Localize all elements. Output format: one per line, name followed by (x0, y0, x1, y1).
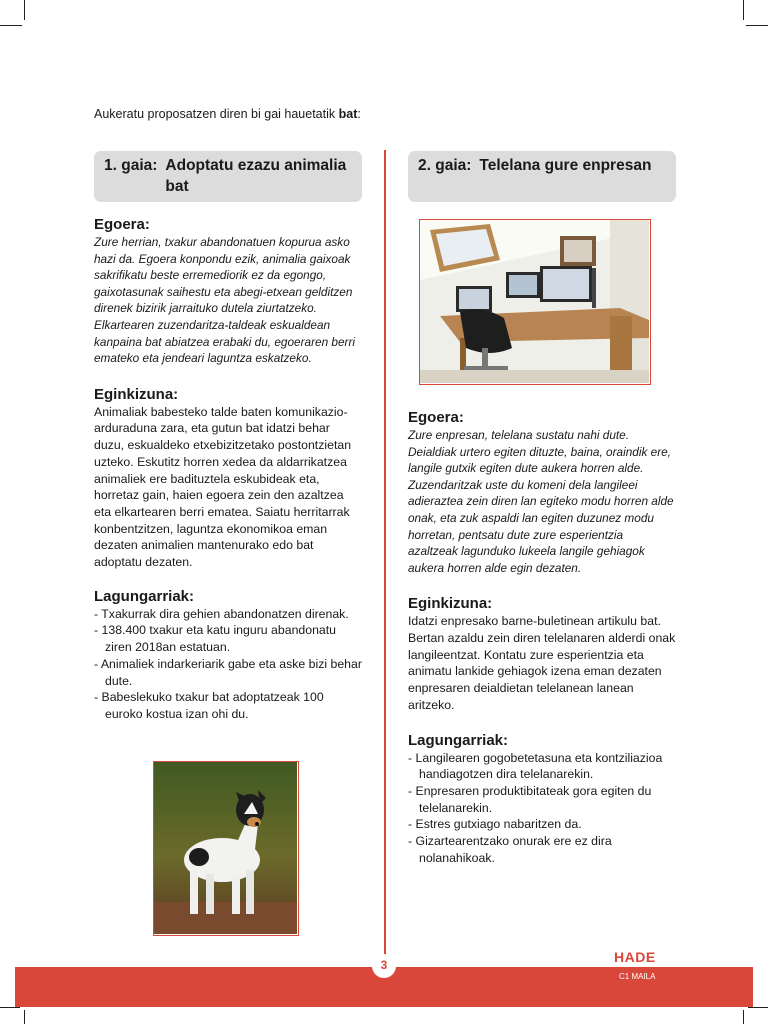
topic-2-column (408, 151, 676, 202)
topic-2-task-text: Idatzi enpresako barne-buletinean artikulu bat. Bertan azaldu zein diren telelanaren alderdi onak langileentzat. Kontatu zure esperientzia eta animatu lankide gehiagok izena eman dezaten enpresaren deialdietan telelanean lanean aritzeko. (408, 614, 676, 712)
topic-1-aids-list (94, 606, 362, 723)
crop-mark (748, 1007, 768, 1008)
list-item: - Estres gutxiago nabaritzen da. (408, 817, 582, 832)
topic-2-situation-heading: Egoera: (408, 409, 464, 426)
crop-mark (0, 1007, 20, 1008)
crop-mark (0, 25, 22, 26)
office-illustration (420, 220, 649, 383)
topic-1-header (94, 151, 362, 202)
topic-1-number: 1. gaia: (104, 157, 158, 174)
topic-2-body (408, 409, 676, 866)
page-number: 3 (372, 954, 396, 978)
intro-text: Aukeratu proposatzen diren bi gai hauetatik (94, 107, 339, 121)
list-item: - Babeslekuko txakur bat adoptatzeak 100 euroko kostua izan ohi du. (94, 690, 324, 721)
list-item: - Enpresaren produktibitateak gora egiten du telelanarekin. (408, 783, 652, 815)
intro-colon: : (357, 107, 361, 121)
home-office-photo (419, 219, 651, 385)
crop-mark (743, 1010, 744, 1024)
topic-2-situation-text: Zure enpresan, telelana sustatu nahi dute. Deialdiak urtero egiten dituzte, baina, oraindik ere, langile gutxik egiten dute aukera horren alde. Zuzendaritzak uste du komeni dela langileei adieraztea zein diren lan egiteko modu horren alde onak, eta zuk aspaldi lan egiten duzunez modu horretan, pentsatu dute zure esperientzia azaltzeak lagunduko lukeela langile gehiagok aukera horren alde egin dezaten. (408, 428, 674, 575)
crop-mark (746, 25, 768, 26)
intro-bold-word: bat (338, 107, 358, 121)
list-item: - Txakurrak dira gehien abandonatzen direnak. (94, 606, 349, 621)
topic-2-aids-heading: Lagungarriak: (408, 731, 509, 749)
topic-2-number: 2. gaia: (418, 157, 472, 174)
topic-2-aids-list (408, 750, 676, 867)
dog-photo (153, 761, 299, 936)
topic-2-task-heading: Eginkizuna: (408, 595, 493, 613)
level-label: C1 MAILA (619, 972, 656, 981)
crop-mark (24, 1010, 25, 1024)
list-item: - Langilearen gogobetetasuna eta kontziliazioa handiagotzen dira telelanarekin. (408, 750, 663, 782)
list-item: - 138.400 txakur eta katu inguru abandonatu ziren 2018an estatuan. (94, 623, 337, 655)
crop-mark (24, 0, 25, 20)
topic-1-task-heading: Eginkizuna: (94, 385, 179, 403)
topic-2-title: Telelana gure enpresan (479, 157, 652, 174)
topic-2-header (408, 151, 676, 202)
brand-logo: HADE (614, 949, 656, 965)
topic-1-aids-heading: Lagungarriak: (94, 587, 195, 605)
topic-1-title: Adoptatu ezazu animalia bat (165, 157, 347, 195)
topic-1-situation-heading: Egoera: (94, 216, 150, 233)
topic-1-column (94, 151, 362, 723)
column-divider (384, 150, 386, 958)
crop-mark (743, 0, 744, 20)
dog-illustration (154, 762, 297, 934)
list-item: - Animaliek indarkeriarik gabe eta aske bizi behar dute. (94, 656, 362, 688)
topic-1-situation-text: Zure herrian, txakur abandonatuen kopurua asko hazi da. Egoera konpondu ezik, animalia gaixoak sakrifikatu beste erremediorik ez da egongo, gaixotasunak saihestu eta abegi-etxean gelditzen direnek bizirik jarraituko dutela ziurtatzeko. Elkartearen zuzendaritza-taldeak eskualdean kanpaina bat abiatzea erabaki du, egoeraren berri emateko eta jendeari laguntza eskatzeko. (94, 235, 356, 366)
list-item: - Gizartearentzako onurak ere ez dira nolanahikoak. (408, 834, 612, 865)
intro-instruction (94, 107, 361, 121)
topic-1-task-text: Animaliak babesteko talde baten komunikazio-arduraduna zara, eta gutun bat idatzi behar duzu, eskualdeko etxebizitzetako postontzietan uzteko. Eskutitz horren xedea da aldarrikatzea animaliek ere badituztela eskubideak eta, horretaz gain, haien egoera zein den azaltzea eta elkartearen berri ematea. Saiatu herritarrak konbentzitzen, laguntza ekonomikoa eman dezaten animalien mantenurako edo bat adoptatu dezaten. (94, 404, 352, 570)
